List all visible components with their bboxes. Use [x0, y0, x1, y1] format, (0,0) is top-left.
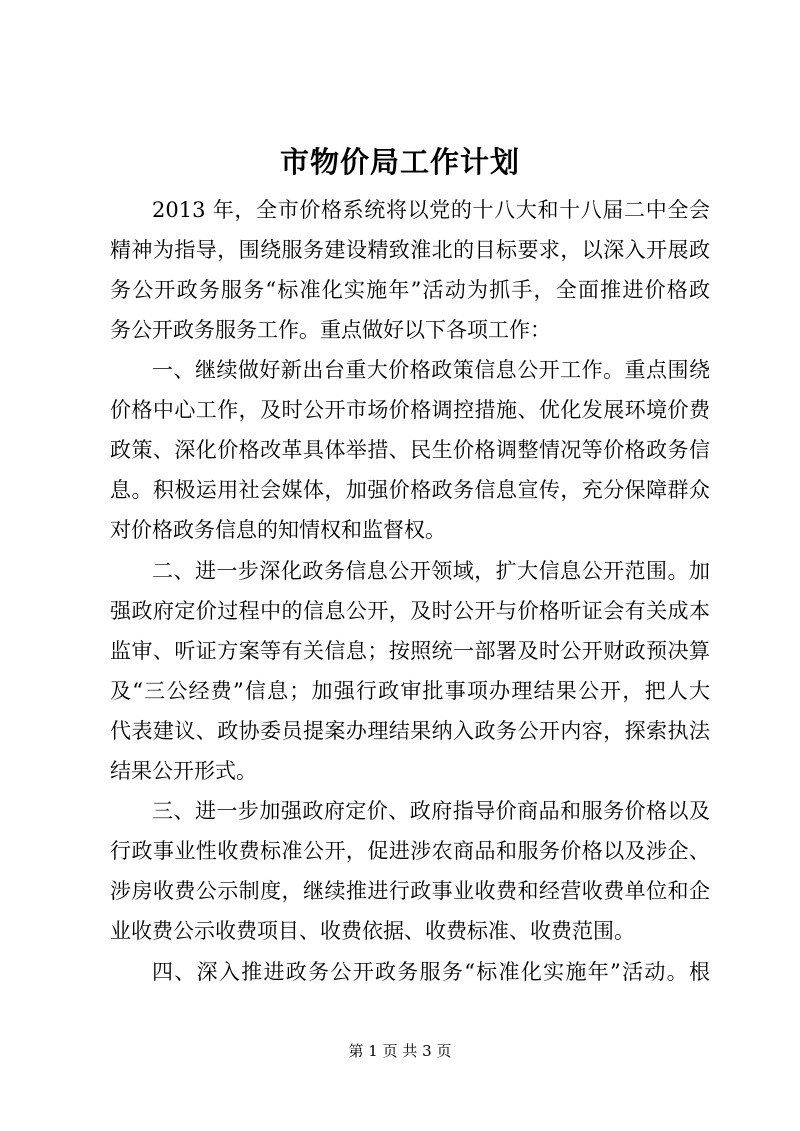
paragraph-4-line-1: 三、进一步加强政府定价、政府指导价商品和服务价格以及	[152, 799, 710, 823]
paragraph-1-line-4: 务公开政务服务工作。重点做好以下各项工作：	[110, 318, 551, 342]
paragraph-4-line-2: 行政事业性收费标准公开，促进涉农商品和服务价格以及涉企、	[110, 839, 710, 863]
paragraph-1-line-2: 精神为指导，围绕服务建设精致淮北的目标要求，以深入开展政	[110, 238, 710, 262]
page-footer: 第 1 页 共 3 页	[348, 1042, 452, 1060]
paragraph-4-line-4: 业收费公示收费项目、收费依据、收费标准、收费范围。	[110, 919, 635, 943]
page-title: 市物价局工作计划	[279, 145, 520, 179]
paragraph-5-line-1: 四、深入推进政务公开政务服务“标准化实施年”活动。根	[152, 960, 710, 984]
paragraph-3-line-4: 及“三公经费”信息；加强行政审批事项办理结果公开，把人大	[110, 679, 710, 703]
paragraph-3-line-2: 强政府定价过程中的信息公开，及时公开与价格听证会有关成本	[110, 599, 710, 623]
paragraph-2-line-5: 对价格政务信息的知情权和监督权。	[110, 518, 446, 542]
paragraph-3-line-3: 监审、听证方案等有关信息；按照统一部署及时公开财政预决算	[110, 639, 710, 663]
paragraph-2-line-4: 息。积极运用社会媒体，加强价格政务信息宣传，充分保障群众	[110, 478, 710, 502]
paragraph-2-line-2: 价格中心工作，及时公开市场价格调控措施、优化发展环境价费	[110, 398, 710, 422]
paragraph-3-line-5: 代表建议、政协委员提案办理结果纳入政务公开内容，探索执法	[110, 719, 710, 743]
paragraph-4-line-3: 涉房收费公示制度，继续推进行政事业收费和经营收费单位和企	[110, 879, 710, 903]
paragraph-3-line-1: 二、进一步深化政务信息公开领域，扩大信息公开范围。加	[152, 559, 710, 583]
paragraph-3-line-6: 结果公开形式。	[110, 759, 257, 783]
paragraph-1-line-3: 务公开政务服务“标准化实施年”活动为抓手，全面推进价格政	[110, 278, 710, 302]
paragraph-1-line-1: 2013 年，全市价格系统将以党的十八大和十八届二中全会	[152, 198, 710, 222]
paragraph-2-line-1: 一、继续做好新出台重大价格政策信息公开工作。重点围绕	[152, 358, 710, 382]
paragraph-2-line-3: 政策、深化价格改革具体举措、民生价格调整情况等价格政务信	[110, 438, 710, 462]
